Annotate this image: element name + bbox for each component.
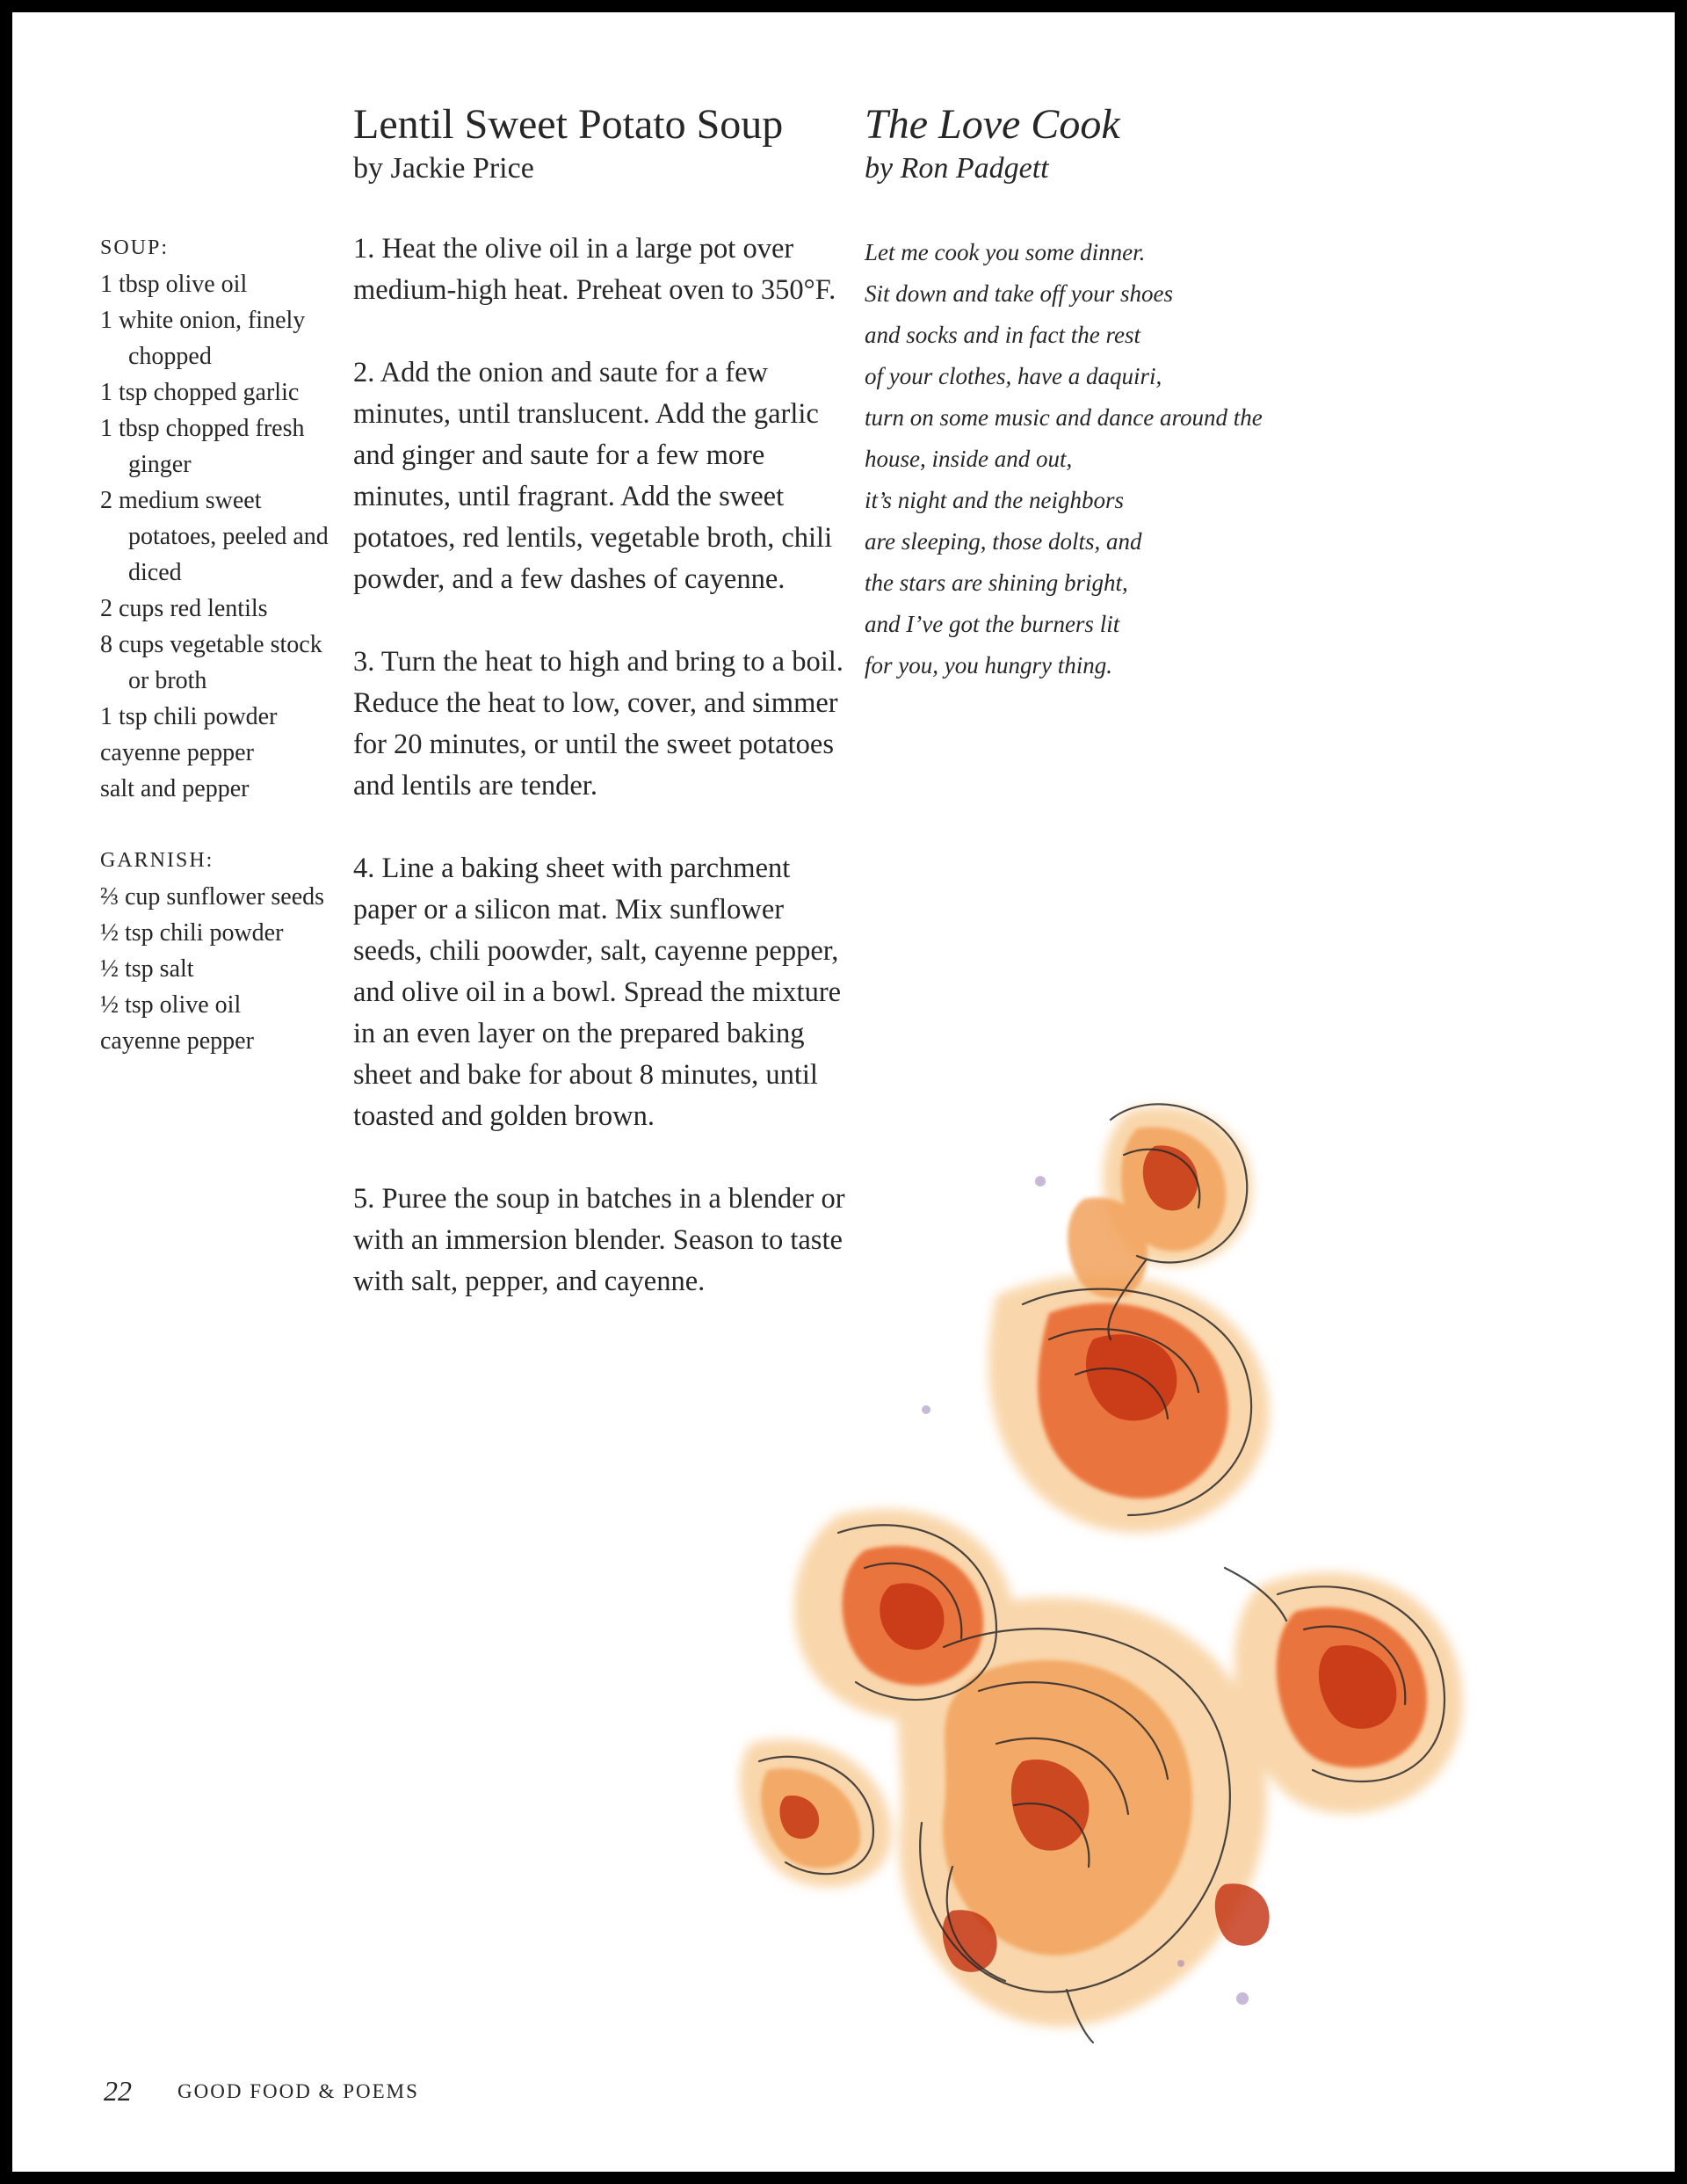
poem-line: Let me cook you some dinner.	[865, 239, 1146, 265]
ingredient-item: ½ tsp chili powder	[100, 919, 284, 947]
ingredients-spacer	[100, 807, 329, 843]
ingredient-item: salt and pepper	[100, 775, 250, 802]
recipe-step: 5. Puree the soup in batches in a blender or with an immersion blender. Season to taste with salt, pepper, and cayenne.	[353, 1183, 845, 1297]
ingredient-item: cayenne pepper	[100, 1027, 254, 1055]
poem-line: the stars are shining bright,	[865, 570, 1128, 596]
ingredient-item: 1 tsp chopped garlic	[100, 379, 300, 406]
poem-line: of your clothes, have a daquiri,	[865, 363, 1162, 389]
page-number: 22	[104, 2075, 132, 2107]
ingredient-item: 1 tbsp olive oil	[100, 271, 248, 298]
poem-line: house, inside and out,	[865, 446, 1073, 472]
ingredient-item: 1 white onion, finely chopped	[100, 307, 306, 370]
ingredient-item: 1 tsp chili powder	[100, 703, 278, 730]
recipe-title: Lentil Sweet Potato Soup	[353, 101, 784, 148]
watercolor-ginger-illustration	[733, 1076, 1541, 2069]
poem-line: it’s night and the neighbors	[865, 487, 1125, 513]
running-head: GOOD FOOD & POEMS	[177, 2080, 419, 2102]
garnish-ingredients-heading: GARNISH:	[100, 849, 214, 872]
ingredient-item: 1 tbsp chopped fresh ginger	[100, 415, 305, 478]
recipe-step: 3. Turn the heat to high and bring to a boil. Reduce the heat to low, cover, and simmer for 20 minutes, or until the sweet potatoes and lentils are tender.	[353, 646, 844, 802]
ingredient-item: ½ tsp olive oil	[100, 991, 242, 1019]
garnish-ingredients-list	[100, 879, 329, 1059]
recipe-step: 4. Line a baking sheet with parchment paper or a silicon mat. Mix sunflower seeds, chili poowder, salt, cayenne pepper, and olive oil in a bowl. Spread the mixture in an even layer on the prepared baking sheet and bake for about 8 minutes, until toasted and golden brown.	[353, 853, 842, 1132]
ingredient-item: ⅔ cup sunflower seeds	[100, 883, 325, 911]
poem-line: for you, you hungry thing.	[865, 652, 1112, 678]
ingredient-item: cayenne pepper	[100, 739, 254, 766]
ingredient-item: ½ tsp salt	[100, 955, 194, 983]
poem-body	[865, 232, 1409, 686]
poem-byline: by Ron Padgett	[865, 152, 1049, 185]
ingredient-item: 2 cups red lentils	[100, 595, 268, 622]
poem-title: The Love Cook	[865, 101, 1120, 148]
ingredient-item: 2 medium sweet potatoes, peeled and diced	[100, 487, 329, 586]
soup-ingredients-list	[100, 266, 329, 807]
recipe-step: 2. Add the onion and saute for a few minutes, until translucent. Add the garlic and ginger and saute for a few more minutes, until fragrant. Add the sweet potatoes, red lentils, vegetable broth, chili powder, and a few dashes of cayenne.	[353, 357, 833, 595]
poem-line: are sleeping, those dolts, and	[865, 528, 1142, 555]
poem-line: Sit down and take off your shoes	[865, 280, 1173, 307]
poem-line: and socks and in fact the rest	[865, 322, 1140, 348]
ingredients-column	[100, 230, 329, 1059]
recipe-step: 1. Heat the olive oil in a large pot over medium-high heat. Preheat oven to 350°F.	[353, 233, 836, 306]
book-page	[12, 12, 1675, 2172]
soup-ingredients-heading: SOUP:	[100, 236, 170, 259]
ingredient-item: 8 cups vegetable stock or broth	[100, 631, 322, 694]
recipe-byline: by Jackie Price	[353, 152, 534, 185]
poem-line: turn on some music and dance around the	[865, 404, 1263, 431]
poem-line: and I’ve got the burners lit	[865, 611, 1120, 637]
